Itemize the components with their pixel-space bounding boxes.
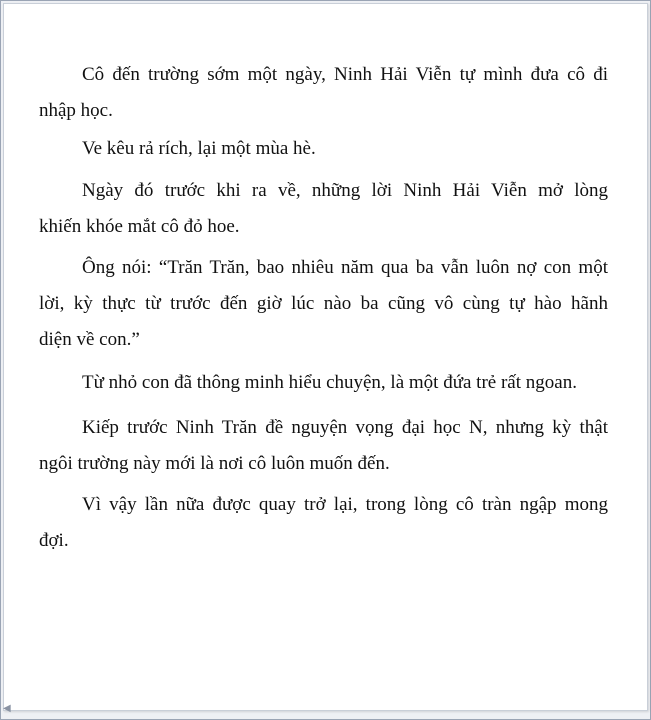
paragraph-4-line-3: diện về con.” <box>39 329 140 350</box>
document-page <box>3 3 648 711</box>
paragraph-3-line-2: khiến khóe mắt cô đỏ hoe. <box>39 216 240 237</box>
paragraph-7-line-2: đợi. <box>39 530 69 551</box>
paragraph-1-line-1: Cô đến trường sớm một ngày, Ninh Hải Viễn tự mình đưa cô đi <box>82 64 608 85</box>
paragraph-2-line-1: Ve kêu rả rích, lại một mùa hè. <box>82 138 316 159</box>
paragraph-4-line-1: Ông nói: “Trăn Trăn, bao nhiêu năm qua ba vẫn luôn nợ con một <box>82 257 608 278</box>
paragraph-6-line-2: ngôi trường này mới là nơi cô luôn muốn đến. <box>39 453 390 474</box>
paragraph-7-line-1: Vì vậy lần nữa được quay trở lại, trong lòng cô tràn ngập mong <box>82 494 608 515</box>
paragraph-4-line-2: lời, kỳ thực từ trước đến giờ lúc nào ba cũng vô cùng tự hào hãnh <box>39 293 608 314</box>
paragraph-5-line-1: Từ nhỏ con đã thông minh hiểu chuyện, là một đứa trẻ rất ngoan. <box>82 372 577 393</box>
paragraph-3-line-1: Ngày đó trước khi ra về, những lời Ninh Hải Viễn mở lòng <box>82 180 608 201</box>
paragraph-6-line-1: Kiếp trước Ninh Trăn đề nguyện vọng đại học N, nhưng kỳ thật <box>82 417 608 438</box>
paragraph-1-line-2: nhập học. <box>39 100 113 121</box>
scroll-left-arrow-icon[interactable]: ◀ <box>3 703 11 714</box>
